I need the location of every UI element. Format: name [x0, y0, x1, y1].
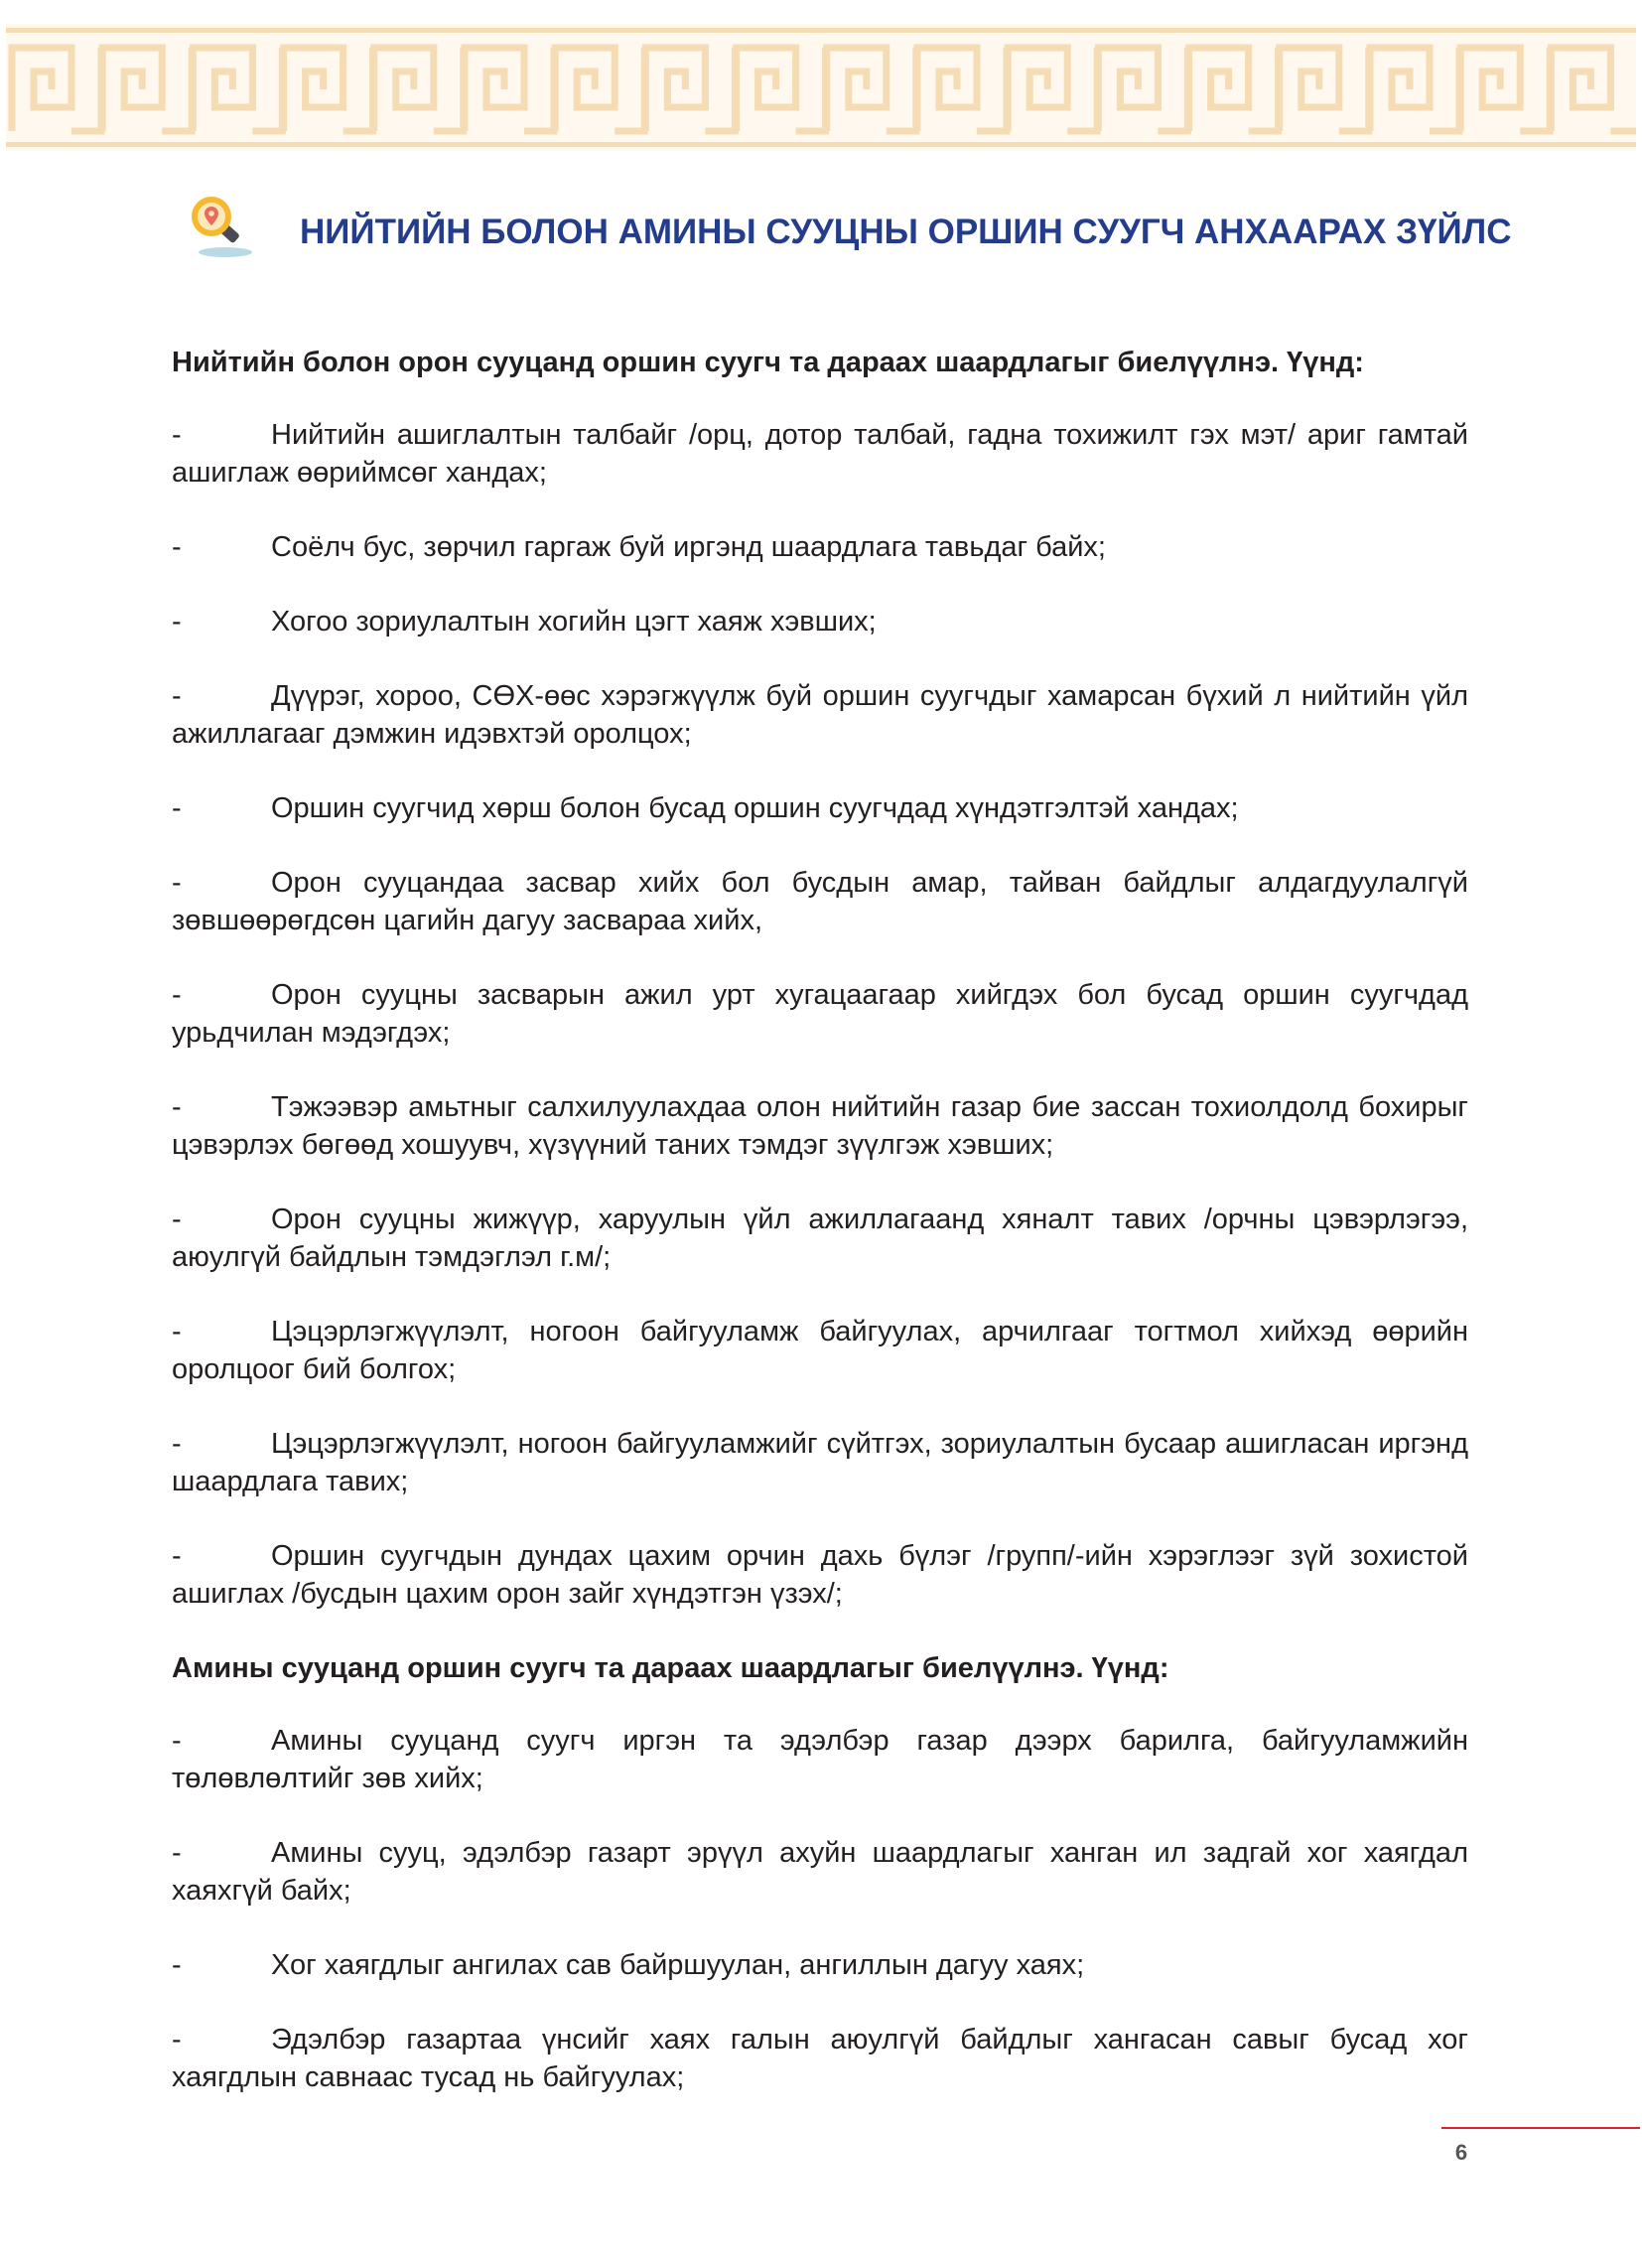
section-intro: Амины сууцанд оршин суугч та дараах шаардлагыг биелүүлнэ. Үүнд:: [172, 1652, 1169, 1684]
bullet-dash: -: [172, 1725, 182, 1757]
list-item-text: Орон сууцандаа засвар хийх бол бусдын амар, тайван байдлыг алдагдуулалгүй зөвшөөрөгдсөн цагийн дагуу засвараа хийх,: [172, 867, 1468, 936]
bullet-dash: -: [172, 1204, 182, 1235]
bullet-dash: -: [172, 1837, 182, 1869]
list-item-text: Эдэлбэр газартаа үнсийг хаях галын аюулгүй байдлыг хангасан савыг бусад хог хаягдлын савнаас тусад нь байгуулах;: [172, 2024, 1468, 2093]
bullet-dash: -: [172, 531, 182, 563]
bullet-dash: -: [172, 680, 182, 712]
list-item: [172, 789, 1468, 827]
bullet-dash: -: [172, 979, 182, 1011]
list-item-text: Орон сууцны жижүүр, харуулын үйл ажиллагаанд хяналт тавих /орчны цэвэрлэгээ, аюулгүй байдлын тэмдэглэл г.м/;: [172, 1204, 1468, 1273]
list-item: [172, 677, 1468, 753]
bullet-dash: -: [172, 1428, 182, 1460]
list-item: [172, 1537, 1468, 1613]
list-item: [172, 976, 1468, 1052]
footer-line: [1441, 2127, 1640, 2129]
list-item-text: Оршин суугчдын дундах цахим орчин дахь бүлэг /групп/-ийн хэрэглээг зүй зохистой ашиглах /бусдын цахим орон зайг хүндэтгэн үзэх/;: [172, 1540, 1468, 1610]
decorative-border: [6, 24, 1636, 151]
list-item: [172, 1425, 1468, 1500]
list-item: [172, 1834, 1468, 1910]
requirements-list: [172, 1722, 1468, 2096]
list-item-text: Оршин суугчид хөрш болон бусад оршин суугчдад хүндэтгэлтэй хандах;: [271, 792, 1239, 824]
list-item-text: Амины сууцанд суугч иргэн та эдэлбэр газар дээрх барилга, байгууламжийн төлөвлөлтийг зөв хийх;: [172, 1725, 1468, 1794]
list-item-text: Дүүрэг, хороо, СӨХ-өөс хэрэгжүүлж буй оршин суугчдыг хамарсан бүхий л нийтийн үйл ажиллагааг дэмжин идэвхтэй оролцох;: [172, 680, 1468, 750]
page-number: 6: [1454, 2140, 1468, 2165]
list-item-text: Хогоо зориулалтын хогийн цэгт хаяж хэвших;: [271, 606, 877, 638]
list-item: [172, 1313, 1468, 1388]
list-item: [172, 864, 1468, 939]
page-title: НИЙТИЙН БОЛОН АМИНЫ СУУЦНЫ ОРШИН СУУГЧ АНХААРАХ ЗҮЙЛС: [300, 213, 1512, 251]
list-item: [172, 603, 1468, 640]
bullet-dash: -: [172, 1540, 182, 1572]
list-item: [172, 528, 1468, 566]
list-item: [172, 2021, 1468, 2096]
list-item: [172, 1088, 1468, 1164]
greek-key-pattern: [6, 24, 1636, 151]
bullet-dash: -: [172, 419, 182, 451]
requirements-list: [172, 416, 1468, 1613]
bullet-dash: -: [172, 2024, 182, 2055]
list-item-text: Цэцэрлэгжүүлэлт, ногоон байгууламжийг сүйтгэх, зориулалтын бусаар ашигласан иргэнд шаардлага тавих;: [172, 1428, 1468, 1497]
list-item-text: Цэцэрлэгжүүлэлт, ногоон байгууламж байгуулах, арчилгааг тогтмол хийхэд өөрийн оролцоог бий болгох;: [172, 1316, 1468, 1385]
bullet-dash: -: [172, 606, 182, 638]
bullet-dash: -: [172, 1316, 182, 1347]
list-item: [172, 416, 1468, 492]
location-search-icon: [189, 192, 258, 261]
list-item: [172, 1201, 1468, 1276]
bullet-dash: -: [172, 792, 182, 824]
list-item: [172, 1722, 1468, 1797]
list-item: [172, 1946, 1468, 1984]
bullet-dash: -: [172, 1949, 182, 1981]
bullet-dash: -: [172, 867, 182, 899]
list-item-text: Орон сууцны засварын ажил урт хугацаагаар хийгдэх бол бусад оршин суугчдад урьдчилан мэдэгдэх;: [172, 979, 1468, 1049]
list-item-text: Хог хаягдлыг ангилах сав байршуулан, ангиллын дагуу хаях;: [271, 1949, 1085, 1981]
section-intro: Нийтийн болон орон сууцанд оршин суугч та дараах шаардлагыг биелүүлнэ. Үүнд:: [172, 347, 1364, 378]
list-item-text: Нийтийн ашиглалтын талбайг /орц, дотор талбай, гадна тохижилт гэх мэт/ ариг гамтай ашиглаж өөриймсөг хандах;: [172, 419, 1468, 489]
bullet-dash: -: [172, 1091, 182, 1123]
list-item-text: Тэжээвэр амьтныг салхилуулахдаа олон нийтийн газар бие зассан тохиолдолд бохирыг цэвэрлэх бөгөөд хошуувч, хүзүүний таних тэмдэг зүүлгэж хэвших;: [172, 1091, 1468, 1161]
document-body: [172, 343, 1468, 2096]
list-item-text: Амины сууц, эдэлбэр газарт эрүүл ахуйн шаардлагыг ханган ил задгай хог хаягдал хаяхгүй байх;: [172, 1837, 1468, 1907]
list-item-text: Соёлч бус, зөрчил гаргаж буй иргэнд шаардлага тавьдаг байх;: [271, 531, 1106, 563]
